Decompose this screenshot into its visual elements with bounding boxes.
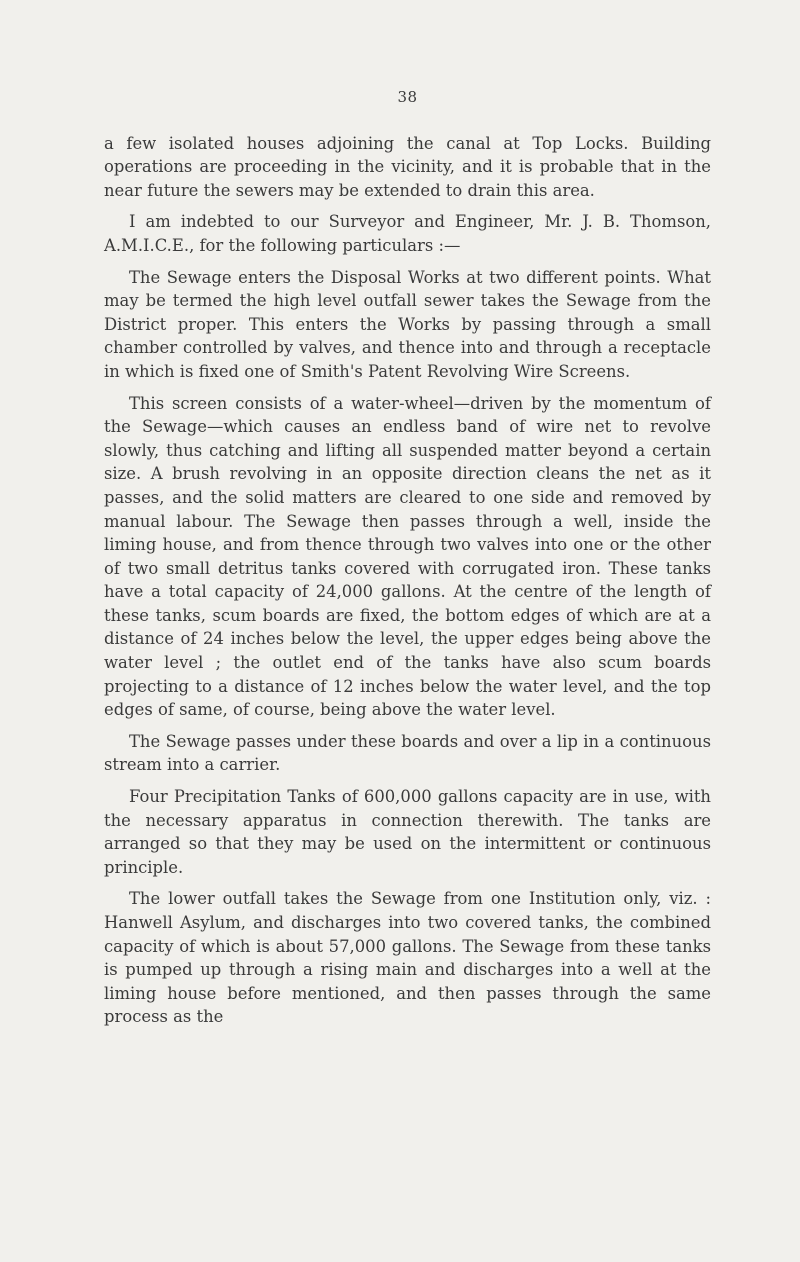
paragraph-3: The Sewage enters the Disposal Works at two different points. What may be termed the high level outfall sewer takes the Sewage from the District proper. This enters the Works by passing through a small chamber controlled by valves, and thence into and through a receptacle in which is fixed one of Smith's Patent Revolving Wire Screens. — [104, 267, 711, 381]
page-number: 38 — [397, 88, 418, 106]
body-text — [104, 132, 711, 1029]
paragraph-6: Four Precipitation Tanks of 600,000 gallons capacity are in use, with the necessary apparatus in connection therewith. The tanks are arranged so that they may be used on the intermittent or continuous principle. — [104, 787, 711, 877]
paragraph-5: The Sewage passes under these boards and over a lip in a continuous stream into a carrier. — [104, 731, 711, 775]
document-page — [104, 86, 711, 1037]
paragraph-2: I am indebted to our Surveyor and Engineer, Mr. J. B. Thomson, A.M.I.C.E., for the following particulars :— — [104, 212, 711, 255]
paragraph-7: The lower outfall takes the Sewage from one Institution only, viz. : Hanwell Asylum, and discharges into two covered tanks, the combined capacity of which is about 57,000 gallons. The Sewage from these tanks is pumped up through a rising main and discharges into a well at the liming house before mentioned, and then passes through the same process as the — [104, 889, 711, 1027]
paragraph-1: a few isolated houses adjoining the canal at Top Locks. Building operations are proceeding in the vicinity, and it is probable that in the near future the sewers may be extended to drain this area. — [104, 133, 711, 200]
paragraph-4: This screen consists of a water-wheel—driven by the momentum of the Sewage—which causes an endless band of wire net to revolve slowly, thus catching and lifting all suspended matter beyond a certain size. A brush revolving in an opposite direction cleans the net as it passes, and the solid matters are cleared to one side and removed by manual labour. The Sewage then passes through a well, inside the liming house, and from thence through two valves into one or the other of two small detritus tanks covered with corrugated iron. These tanks have a total capacity of 24,000 gallons. At the centre of the length of these tanks, scum boards are fixed, the bottom edges of which are at a distance of 24 inches below the level, the upper edges being above the water level ; the outlet end of the tanks have also scum boards projecting to a distance of 12 inches below the water level, and the top edges of same, of course, being above the water level. — [104, 393, 711, 720]
